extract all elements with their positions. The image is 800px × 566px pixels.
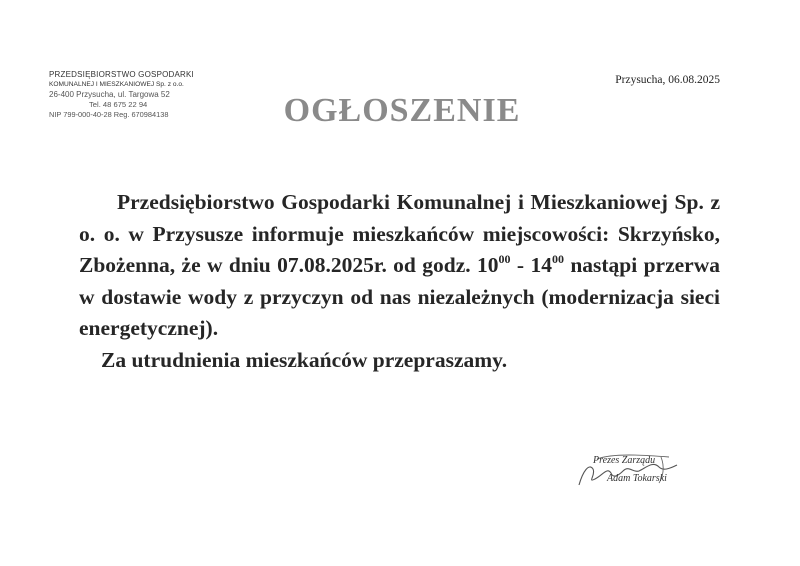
announcement-text-end: nastąpi przerwa w dostawie wody z przyczyn od nas niezależnych (modernizacja sieci energetycznej). xyxy=(79,253,721,340)
time-from: $10^{00}$ xyxy=(477,252,511,277)
document-title: OGŁOSZENIE xyxy=(283,92,521,129)
announcement-body xyxy=(79,187,720,376)
stamp-line-nip-regon: NIP 799-000-40-28 Reg. 670984138 xyxy=(49,110,169,119)
signature-name: Adam Tokarski xyxy=(607,473,667,484)
place-date: Przysucha, 06.08.2025 xyxy=(615,74,720,86)
stamp-line-phone: Tel. 48 675 22 94 xyxy=(89,100,148,109)
closing-apology: Za utrudnienia mieszkańców przepraszamy. xyxy=(101,347,508,372)
announcement-paragraph xyxy=(79,187,720,345)
stamp-line-company-2: KOMUNALNEJ I MIESZKANIOWEJ Sp. z o.o. xyxy=(49,81,184,88)
stamp-line-company-1: PRZEDSIĘBIORSTWO GOSPODARKI xyxy=(49,70,194,79)
announcement-text-start: Przedsiębiorstwo Gospodarki Komunalnej i Mieszkaniowej Sp. z o. o. w Przysusze informuje mieszkańców miejscowości: Skrzyńsko, Zbożenna, że w dniu 07.08.2025r. od godz. xyxy=(79,190,720,277)
signature-block xyxy=(573,449,693,494)
time-separator: - xyxy=(516,253,525,277)
signature-title: Prezes Zarządu xyxy=(593,455,656,466)
stamp-line-address: 26-400 Przysucha, ul. Targowa 52 xyxy=(49,90,170,99)
time-to: $14^{00}$ xyxy=(530,252,564,277)
